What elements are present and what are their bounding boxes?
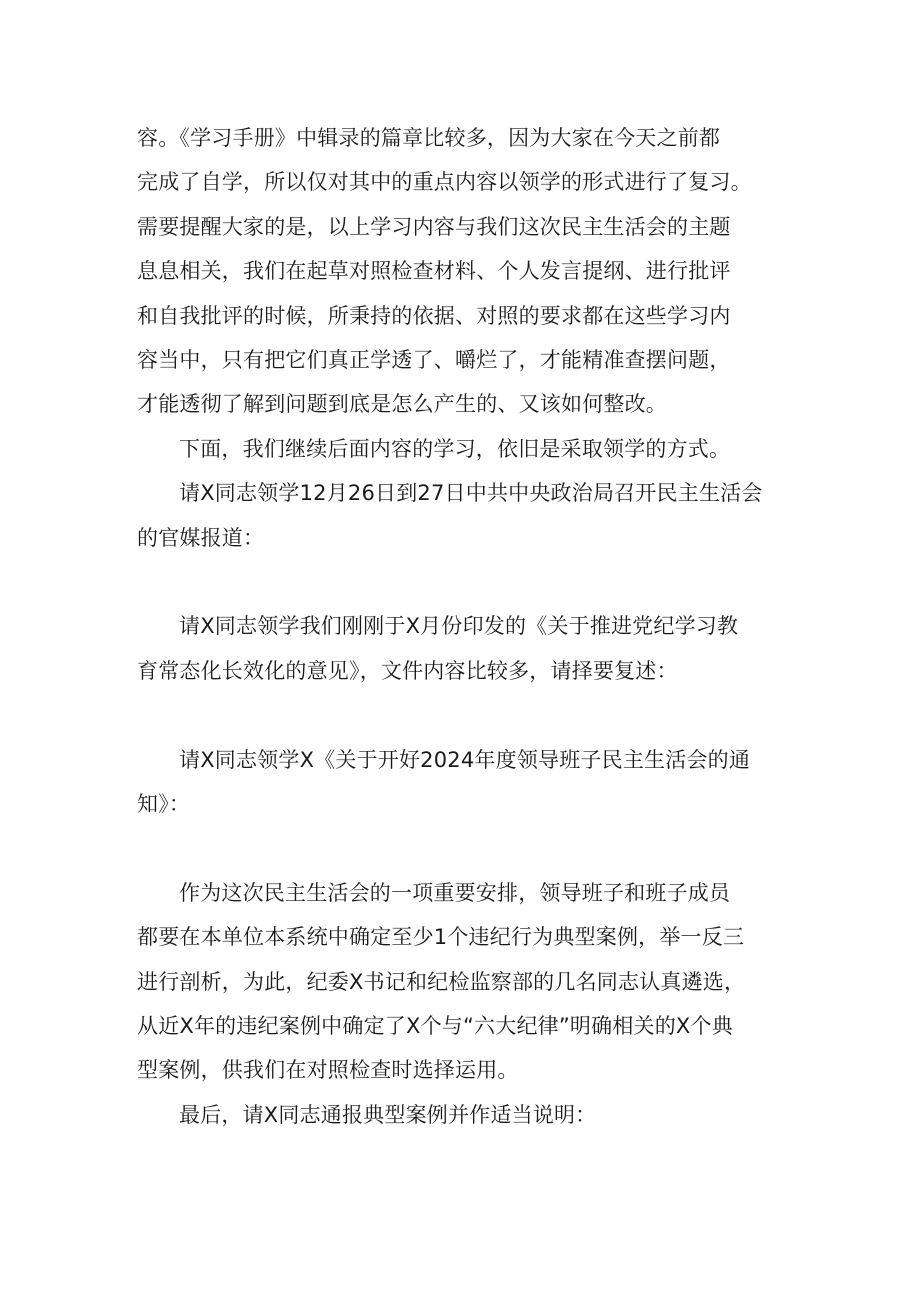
text-line: 下面，我们继续后面内容的学习，依旧是采取领学的方式。	[179, 436, 731, 461]
text-line: 育常态化长效化的意见》，文件内容比较多，请择要复述：	[137, 658, 678, 683]
text-line: 都要在本单位本系统中确定至少1个违纪行为典型案例，举一反三	[137, 925, 745, 950]
text-line: 请X同志领学X《关于开好2024年度领导班子民主生活会的通	[179, 747, 751, 772]
text-line: 最后，请X同志通报典型案例并作适当说明：	[179, 1102, 597, 1127]
text-line: 型案例，供我们在对照检查时选择运用。	[137, 1058, 519, 1083]
text-line: 知》：	[137, 792, 191, 817]
blank-line	[137, 560, 793, 604]
paragraph-discipline-opinion	[137, 604, 793, 693]
document-body	[137, 116, 793, 1137]
paragraph-study-review	[137, 116, 793, 427]
text-line: 才能透彻了解到问题到底是怎么产生的、又该如何整改。	[137, 392, 667, 417]
text-line: 请X同志领学12月26日到27日中共中央政治局召开民主生活会	[179, 481, 763, 506]
paragraph-continue-study	[137, 427, 793, 471]
text-line: 请X同志领学我们刚刚于X月份印发的《关于推进党纪学习教	[179, 614, 739, 639]
text-line: 息息相关，我们在起草对照检查材料、个人发言提纲、进行批评	[137, 259, 731, 284]
blank-line	[137, 693, 793, 737]
paragraph-final-report	[137, 1093, 793, 1137]
blank-line	[137, 826, 793, 870]
text-line: 从近X年的违纪案例中确定了X个与“六大纪律”明确相关的X个典	[137, 1014, 733, 1039]
text-line: 需要提醒大家的是，以上学习内容与我们这次民主生活会的主题	[137, 214, 731, 239]
text-line: 的官媒报道：	[137, 525, 265, 550]
paragraph-politburo-report	[137, 471, 793, 560]
text-line: 作为这次民主生活会的一项重要安排，领导班子和班子成员	[179, 880, 731, 905]
text-line: 进行剖析，为此，纪委X书记和纪检监察部的几名同志认真遴选，	[137, 969, 746, 994]
text-line: 完成了自学，所以仅对其中的重点内容以领学的形式进行了复习。	[137, 170, 752, 195]
text-line: 容。《学习手册》中辑录的篇章比较多，因为大家在今天之前都	[137, 126, 721, 150]
paragraph-typical-cases	[137, 871, 793, 1093]
text-line: 和自我批评的时候，所秉持的依据、对照的要求都在这些学习内	[137, 303, 731, 328]
paragraph-meeting-notice	[137, 738, 793, 827]
text-line: 容当中，只有把它们真正学透了、嚼烂了，才能精准查摆问题，	[137, 348, 731, 373]
